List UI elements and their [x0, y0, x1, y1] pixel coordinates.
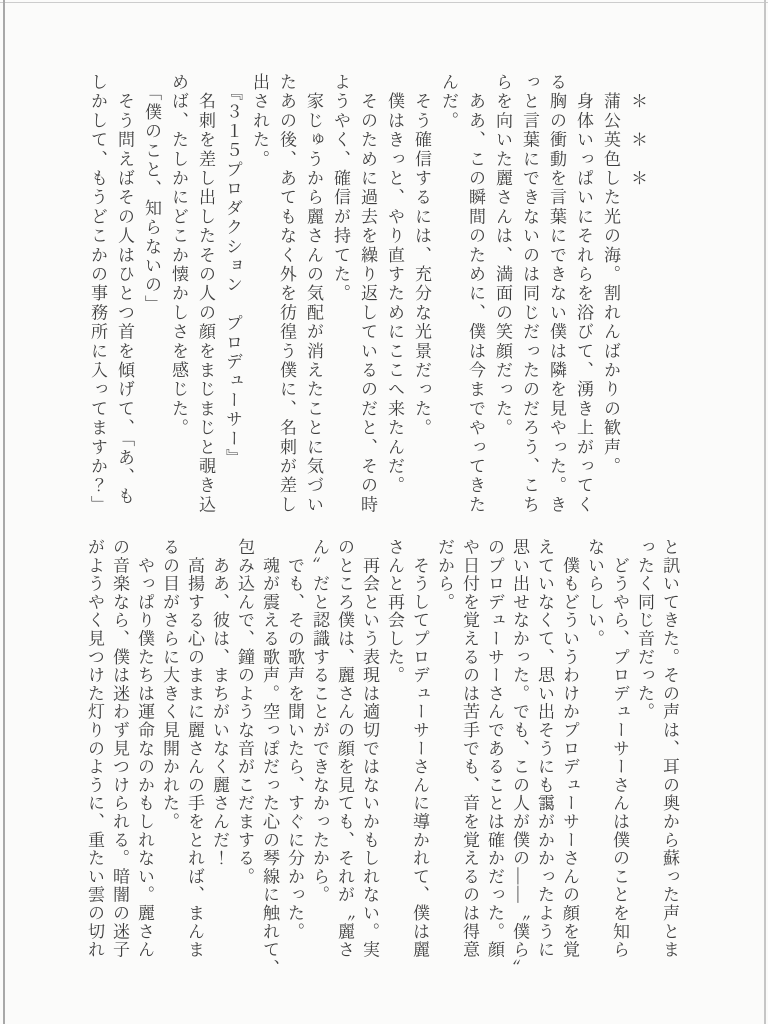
text-line: さんと再会した。: [385, 538, 404, 685]
text-line: しかして、もうどこかの事務所に入ってますか？」: [88, 73, 107, 515]
text-line: そのために過去を繰り返しているのだと、その時: [358, 73, 377, 515]
text-line: 僕もどういうわけかプロデューサーさんの顔を覚: [560, 538, 579, 959]
text-line: 出された。: [250, 73, 269, 169]
page-edge-right-line: [764, 0, 766, 1024]
text-line: そう問えばその人はひとつ首を傾げて、「あ、も: [115, 73, 134, 507]
text-line: らを向いた麗さんは、満面の笑顔だった。: [493, 73, 512, 438]
text-line: 蒲公英色した光の海。割れんばかりの歓声。: [601, 73, 620, 477]
page-edge-left-line: [3, 0, 5, 1024]
text-line: の音楽なら、僕は迷わず見つけられる。暗闇の迷子: [110, 538, 129, 959]
text-line: だから。: [435, 538, 454, 612]
text-line: ないらしい。: [585, 538, 604, 648]
text-line: やっぱり僕たちは運命なのかもしれない。麗さん: [135, 538, 154, 959]
text-line: 僕はきっと、やり直すためにここへ来たんだ。: [385, 73, 404, 496]
text-line: 包み込んで、鐘のような音がこだまする。: [235, 538, 254, 886]
text-line: でも、その歌声を聞いたら、すぐに分かった。: [285, 538, 304, 941]
text-line: 身体いっぱいにそれらを浴びて、湧き上がってく: [574, 73, 593, 515]
text-line: ああ、彼は、まちがいなく麗さんだ！: [210, 538, 229, 868]
text-line: そう確信するには、充分な光景だった。: [412, 73, 431, 438]
text-line: んだ。: [439, 73, 458, 131]
text-line: ん〟だと認識することができなかったから。: [310, 538, 329, 904]
text-line: 『３１５プロダクション プロデューサー』: [223, 73, 242, 468]
text-block-bottom: [82, 538, 682, 977]
text-line: っと言葉にできないのは同じだったのだろう、こち: [520, 73, 539, 515]
text-line: 思い出せなかった。でも、この人が僕の――〝僕ら〟: [510, 538, 529, 978]
text-line: 名刺を差し出したその人の顔をまじまじと覗き込: [196, 73, 215, 515]
text-line: どうやら、プロデューサーさんは僕のことを知ら: [610, 538, 629, 959]
text-line: のところ僕は、麗さんの顔を見ても、それが〝麗さ: [335, 538, 354, 959]
text-line: のプロデューサーさんであることは確かだった。顔: [485, 538, 504, 959]
text-line: ああ、この瞬間のために、僕は今までやってきた: [466, 73, 485, 515]
text-line: るの目がさらに大きく見開かれた。: [160, 538, 179, 831]
text-line: ＊ ＊ ＊: [628, 73, 647, 189]
text-line: 家じゅうから麗さんの気配が消えたことに気づい: [304, 73, 323, 515]
text-line: 魂が震える歌声。空っぽだった心の琴線に触れて、: [260, 538, 279, 978]
text-block-top: [84, 73, 651, 515]
text-line: そうしてプロデューサーさんに導かれて、僕は麗: [410, 538, 429, 959]
text-line: がようやく見つけた灯りのように、重たい雲の切れ: [85, 538, 104, 959]
text-line: と訊いてきた。その声は、耳の奥から蘇った声とま: [660, 538, 679, 959]
text-line: ったく同じ音だった。: [635, 538, 654, 721]
text-line: 高揚する心のままに麗さんの手をとれば、まんま: [185, 538, 204, 959]
text-line: 「僕のこと、知らないの」: [142, 73, 161, 315]
text-line: えていなくて、思い出そうにも靄がかかったように: [535, 538, 554, 959]
text-line: 再会という表現は適切ではないかもしれない。実: [360, 538, 379, 959]
text-line: る胸の衝動を言葉にできない僕は隣を見やった。き: [547, 73, 566, 515]
text-line: めば、たしかにどこか懐かしさを感じた。: [169, 73, 188, 438]
text-line: や日付を覚えるのは苦手でも、音を覚えるのは得意: [460, 538, 479, 959]
text-line: たあの後、あてもなく外を彷徨う僕に、名刺が差し: [277, 73, 296, 515]
text-line: ようやく、確信が持てた。: [331, 73, 350, 304]
page-edge-top-line: [0, 2, 768, 3]
